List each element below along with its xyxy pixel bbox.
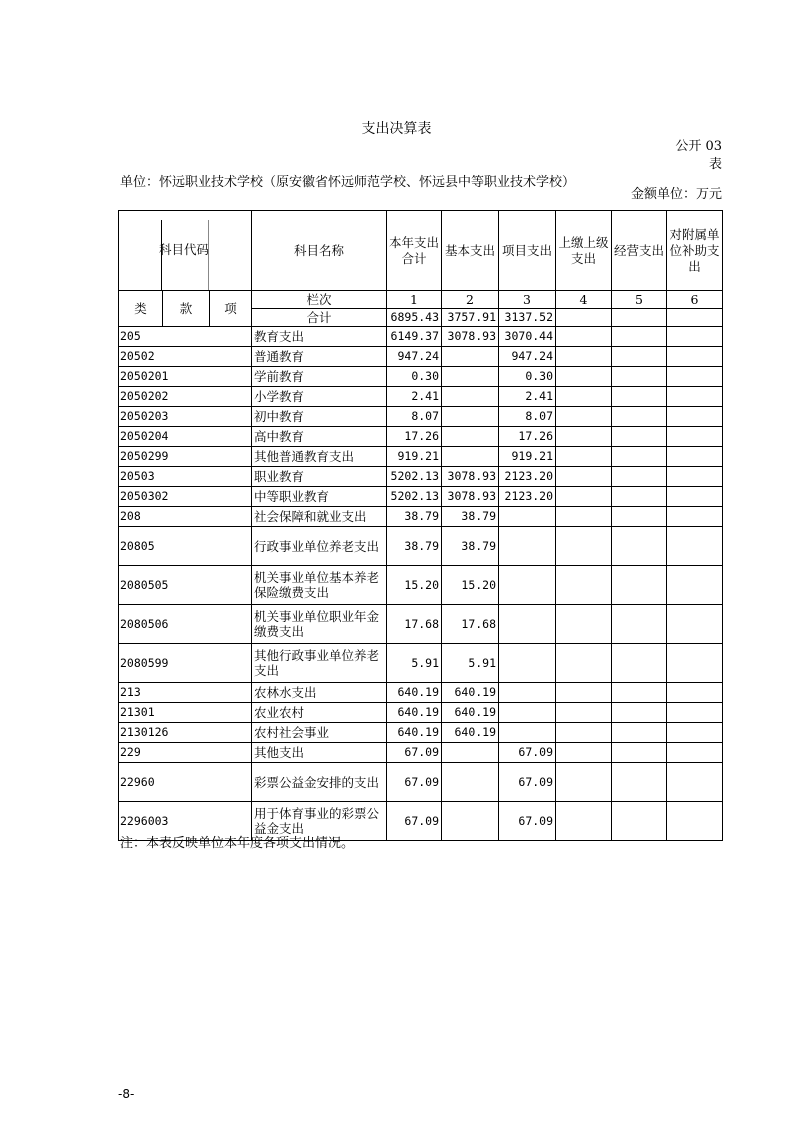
header-row (119, 211, 723, 291)
table-row (119, 427, 723, 447)
subject-name: 职业教育 (252, 467, 387, 487)
cell-project (499, 723, 556, 743)
table-row (119, 566, 723, 605)
cell-project (499, 507, 556, 527)
empty-cell (556, 743, 612, 763)
empty-cell (612, 347, 667, 367)
empty-cell (667, 605, 723, 644)
subject-name: 农村社会事业 (252, 723, 387, 743)
table-row (119, 467, 723, 487)
subject-name: 机关事业单位职业年金缴费支出 (252, 605, 387, 644)
total-label: 合计 (252, 309, 387, 327)
cell-total: 38.79 (387, 507, 442, 527)
empty-cell (556, 327, 612, 347)
header-code-divider (161, 220, 162, 290)
col-number: 3 (499, 291, 556, 309)
empty-cell (612, 723, 667, 743)
cell-project (499, 605, 556, 644)
cell-total: 947.24 (387, 347, 442, 367)
subject-name: 中等职业教育 (252, 487, 387, 507)
subject-name: 彩票公益金安排的支出 (252, 763, 387, 802)
header-lei: 类 (119, 291, 163, 327)
cell-basic (442, 387, 499, 407)
table-row (119, 683, 723, 703)
empty-cell (210, 487, 252, 507)
empty-cell (667, 683, 723, 703)
subject-name: 行政事业单位养老支出 (252, 527, 387, 566)
empty-cell (612, 763, 667, 802)
empty-cell (556, 407, 612, 427)
cell-basic (442, 367, 499, 387)
cell-total: 919.21 (387, 447, 442, 467)
cell-project (499, 527, 556, 566)
cell-basic: 3078.93 (442, 467, 499, 487)
subject-name: 教育支出 (252, 327, 387, 347)
cell-basic (442, 802, 499, 841)
empty-cell (612, 309, 667, 327)
empty-cell (210, 387, 252, 407)
empty-cell (556, 427, 612, 447)
cell-project (499, 566, 556, 605)
subject-name: 农林水支出 (252, 683, 387, 703)
cell-project: 2123.20 (499, 487, 556, 507)
cell-total: 0.30 (387, 367, 442, 387)
cell-total: 640.19 (387, 723, 442, 743)
subject-name: 社会保障和就业支出 (252, 507, 387, 527)
cell-total: 8.07 (387, 407, 442, 427)
cell-basic (442, 763, 499, 802)
empty-cell (612, 683, 667, 703)
empty-cell (556, 605, 612, 644)
empty-cell (612, 527, 667, 566)
lanci-row (119, 291, 723, 309)
empty-cell (667, 427, 723, 447)
subject-name: 机关事业单位基本养老保险缴费支出 (252, 566, 387, 605)
subject-code: 229 (119, 743, 210, 763)
empty-cell (210, 367, 252, 387)
empty-cell (556, 487, 612, 507)
cell-total: 67.09 (387, 763, 442, 802)
subject-code: 20503 (119, 467, 210, 487)
cell-basic (442, 407, 499, 427)
table-row (119, 644, 723, 683)
page-title: 支出决算表 (361, 121, 432, 137)
subject-code: 213 (119, 683, 210, 703)
cell-basic (442, 347, 499, 367)
cell-basic: 640.19 (442, 723, 499, 743)
money-unit-label: 金额单位：万元 (630, 187, 722, 202)
cell-basic: 38.79 (442, 507, 499, 527)
empty-cell (667, 644, 723, 683)
empty-cell (556, 763, 612, 802)
empty-cell (210, 763, 252, 802)
cell-project: 919.21 (499, 447, 556, 467)
cell-project (499, 644, 556, 683)
col-number: 5 (612, 291, 667, 309)
empty-cell (667, 802, 723, 841)
empty-cell (667, 566, 723, 605)
subject-code: 22960 (119, 763, 210, 802)
cell-basic: 15.20 (442, 566, 499, 605)
empty-cell (210, 683, 252, 703)
empty-cell (667, 407, 723, 427)
empty-cell (612, 427, 667, 447)
doc-number-line1: 公开 03 (675, 139, 722, 154)
cell-basic: 5.91 (442, 644, 499, 683)
expenditure-table (118, 210, 723, 841)
table-row (119, 387, 723, 407)
table-row (119, 743, 723, 763)
header-code-label: 科目代码 (159, 241, 210, 257)
empty-cell (667, 387, 723, 407)
header-name: 科目名称 (252, 211, 387, 291)
subject-code: 20805 (119, 527, 210, 566)
empty-cell (210, 644, 252, 683)
col-number: 6 (667, 291, 723, 309)
subject-code: 205 (119, 327, 210, 347)
empty-cell (667, 723, 723, 743)
cell-basic: 17.68 (442, 605, 499, 644)
empty-cell (667, 309, 723, 327)
empty-cell (612, 447, 667, 467)
subject-code: 2050202 (119, 387, 210, 407)
empty-cell (612, 407, 667, 427)
cell-project: 0.30 (499, 367, 556, 387)
empty-cell (556, 447, 612, 467)
total-project: 3137.52 (499, 309, 556, 327)
empty-cell (210, 527, 252, 566)
cell-total: 6149.37 (387, 327, 442, 347)
subject-code: 2080505 (119, 566, 210, 605)
empty-cell (210, 327, 252, 347)
cell-project (499, 703, 556, 723)
cell-total: 5202.13 (387, 487, 442, 507)
empty-cell (612, 644, 667, 683)
cell-basic (442, 427, 499, 447)
empty-cell (210, 507, 252, 527)
subject-name: 小学教育 (252, 387, 387, 407)
total-basic: 3757.91 (442, 309, 499, 327)
cell-total: 17.26 (387, 427, 442, 447)
empty-cell (556, 683, 612, 703)
empty-cell (612, 327, 667, 347)
col-number: 4 (556, 291, 612, 309)
cell-project: 3070.44 (499, 327, 556, 347)
header-business: 经营支出 (612, 211, 667, 291)
subject-code: 21301 (119, 703, 210, 723)
empty-cell (667, 527, 723, 566)
subject-code: 2080506 (119, 605, 210, 644)
empty-cell (210, 347, 252, 367)
empty-cell (612, 743, 667, 763)
empty-cell (556, 644, 612, 683)
empty-cell (667, 447, 723, 467)
cell-basic (442, 743, 499, 763)
empty-cell (667, 703, 723, 723)
subject-code: 2050302 (119, 487, 210, 507)
cell-total: 640.19 (387, 703, 442, 723)
cell-project: 2.41 (499, 387, 556, 407)
cell-total: 38.79 (387, 527, 442, 566)
empty-cell (210, 723, 252, 743)
empty-cell (612, 566, 667, 605)
table-row (119, 703, 723, 723)
table-row (119, 507, 723, 527)
table-row (119, 723, 723, 743)
cell-project: 947.24 (499, 347, 556, 367)
cell-project: 67.09 (499, 743, 556, 763)
empty-cell (667, 507, 723, 527)
table-row (119, 327, 723, 347)
empty-cell (556, 309, 612, 327)
cell-total: 67.09 (387, 743, 442, 763)
empty-cell (556, 703, 612, 723)
table-row (119, 487, 723, 507)
empty-cell (556, 467, 612, 487)
subject-name: 普通教育 (252, 347, 387, 367)
empty-cell (667, 467, 723, 487)
empty-cell (612, 507, 667, 527)
header-code-divider (208, 220, 209, 290)
header-project: 项目支出 (499, 211, 556, 291)
empty-cell (612, 467, 667, 487)
subject-name: 其他普通教育支出 (252, 447, 387, 467)
subject-code: 2050203 (119, 407, 210, 427)
cell-project (499, 683, 556, 703)
subject-name: 初中教育 (252, 407, 387, 427)
cell-total: 17.68 (387, 605, 442, 644)
empty-cell (556, 347, 612, 367)
empty-cell (612, 367, 667, 387)
cell-basic: 3078.93 (442, 487, 499, 507)
header-xiang: 项 (210, 291, 252, 327)
cell-project: 67.09 (499, 763, 556, 802)
subject-name: 其他行政事业单位养老支出 (252, 644, 387, 683)
unit-label: 单位：怀远职业技术学校（原安徽省怀远师范学校、怀远县中等职业技术学校） (120, 175, 576, 190)
empty-cell (667, 743, 723, 763)
empty-cell (210, 407, 252, 427)
empty-cell (556, 387, 612, 407)
subject-name: 学前教育 (252, 367, 387, 387)
empty-cell (556, 802, 612, 841)
cell-project: 8.07 (499, 407, 556, 427)
table-row (119, 527, 723, 566)
subject-name: 其他支出 (252, 743, 387, 763)
empty-cell (210, 605, 252, 644)
empty-cell (612, 605, 667, 644)
subject-code: 2050201 (119, 367, 210, 387)
empty-cell (667, 367, 723, 387)
table-row (119, 407, 723, 427)
subject-name: 高中教育 (252, 427, 387, 447)
header-basic: 基本支出 (442, 211, 499, 291)
subject-code: 2296003 (119, 802, 210, 841)
empty-cell (210, 427, 252, 447)
subject-name: 用于体育事业的彩票公益金支出 (252, 802, 387, 841)
cell-total: 640.19 (387, 683, 442, 703)
cell-total: 2.41 (387, 387, 442, 407)
header-code (119, 211, 252, 291)
table-row (119, 763, 723, 802)
empty-cell (667, 763, 723, 802)
empty-cell (210, 703, 252, 723)
header-upper: 上缴上级支出 (556, 211, 612, 291)
col-number: 1 (387, 291, 442, 309)
cell-project: 67.09 (499, 802, 556, 841)
empty-cell (667, 327, 723, 347)
cell-project: 2123.20 (499, 467, 556, 487)
table-row (119, 605, 723, 644)
cell-basic: 640.19 (442, 683, 499, 703)
cell-total: 15.20 (387, 566, 442, 605)
empty-cell (612, 802, 667, 841)
empty-cell (667, 487, 723, 507)
cell-project: 17.26 (499, 427, 556, 447)
empty-cell (612, 387, 667, 407)
empty-cell (210, 566, 252, 605)
empty-cell (210, 447, 252, 467)
header-lanci: 栏次 (252, 291, 387, 309)
table-row (119, 447, 723, 467)
empty-cell (210, 743, 252, 763)
subject-code: 2130126 (119, 723, 210, 743)
empty-cell (556, 507, 612, 527)
empty-cell (612, 703, 667, 723)
empty-cell (556, 527, 612, 566)
header-kuan: 款 (163, 291, 210, 327)
header-subsidy: 对附属单位补助支出 (667, 211, 723, 291)
empty-cell (556, 566, 612, 605)
subject-code: 2050299 (119, 447, 210, 467)
empty-cell (612, 487, 667, 507)
cell-basic (442, 447, 499, 467)
subject-code: 208 (119, 507, 210, 527)
cell-basic: 3078.93 (442, 327, 499, 347)
empty-cell (210, 467, 252, 487)
header-total: 本年支出合计 (387, 211, 442, 291)
table-row (119, 347, 723, 367)
subject-code: 2080599 (119, 644, 210, 683)
cell-basic: 38.79 (442, 527, 499, 566)
empty-cell (556, 723, 612, 743)
subject-name: 农业农村 (252, 703, 387, 723)
col-number: 2 (442, 291, 499, 309)
doc-number-line2: 表 (708, 157, 722, 172)
cell-total: 5.91 (387, 644, 442, 683)
table-row (119, 367, 723, 387)
cell-total: 67.09 (387, 802, 442, 841)
cell-basic: 640.19 (442, 703, 499, 723)
subject-code: 20502 (119, 347, 210, 367)
table-note: 注：本表反映单位本年度各项支出情况。 (120, 836, 355, 851)
empty-cell (667, 347, 723, 367)
subject-code: 2050204 (119, 427, 210, 447)
total-sum: 6895.43 (387, 309, 442, 327)
page-number: -8- (118, 1087, 135, 1101)
cell-total: 5202.13 (387, 467, 442, 487)
empty-cell (556, 367, 612, 387)
